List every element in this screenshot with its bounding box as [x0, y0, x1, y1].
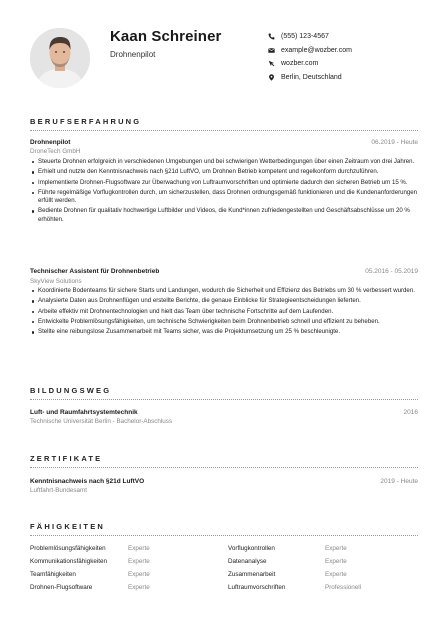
- list-item: Führte regelmäßige Vorflugkontrollen durch, um sicherzustellen, dass Drohnen ordnungsgemäß funktionieren und die Kundenanforderungen erfüllt werden.: [30, 189, 418, 205]
- skill-level: Experte: [325, 571, 347, 579]
- contact-list: [268, 30, 352, 84]
- skill-name: Zusammenarbeit: [228, 571, 276, 579]
- skill-level: Experte: [325, 558, 347, 566]
- certificate-entry-header: [30, 478, 418, 485]
- skill-name: Kommunikationsfähigkeiten: [30, 558, 108, 566]
- certificate-title: Kenntnisnachweis nach §21d LuftVO: [30, 478, 145, 485]
- education-date: 2016: [403, 409, 418, 416]
- experience-entry-2-header: [30, 268, 418, 275]
- section-divider: [30, 399, 418, 400]
- list-item: Arbeite effektiv mit Drohnentechnologien und hielt das Team über technische Fortschritte auf dem Laufenden.: [30, 308, 418, 316]
- skill-name: Drohnen-Flugsoftware: [30, 584, 93, 592]
- education-entry-header: [30, 409, 418, 416]
- job-title: Drohnenpilot: [110, 50, 156, 59]
- section-title-certificates: ZERTIFIKATE: [30, 454, 103, 463]
- experience-1-bullets: [30, 158, 418, 226]
- phone-text: (555) 123-4567: [281, 33, 329, 41]
- experience-date: 05.2016 - 05.2019: [365, 268, 418, 275]
- section-title-skills: FÄHIGKEITEN: [30, 522, 106, 531]
- contact-email[interactable]: [268, 44, 352, 58]
- experience-company: DroneTech GmbH: [30, 148, 81, 155]
- list-item: Koordinierte Bodenteams für sichere Starts und Landungen, wodurch die Sicherheit und Effizienz des Betriebs um 30 % verbessert wurden.: [30, 287, 418, 295]
- skill-level: Professionell: [325, 584, 362, 592]
- mail-icon: [268, 47, 275, 54]
- education-title: Luft- und Raumfahrtsystemtechnik: [30, 409, 138, 416]
- education-institution: Technische Universität Berlin - Bachelor-Abschluss: [30, 418, 173, 425]
- section-divider: [30, 535, 418, 536]
- skills-grid: [30, 545, 418, 597]
- contact-website[interactable]: [268, 57, 352, 71]
- skill-name: Problemlösungsfähigkeiten: [30, 545, 106, 552]
- certificate-date: 2019 - Heute: [380, 478, 418, 485]
- experience-2-bullets: [30, 287, 418, 338]
- section-title-experience: BERUFSERFAHRUNG: [30, 117, 142, 126]
- section-title-education: BILDUNGSWEG: [30, 386, 112, 395]
- candidate-name: Kaan Schreiner: [110, 28, 222, 45]
- skill-level: Experte: [128, 584, 150, 592]
- skill-level: Experte: [128, 545, 150, 552]
- list-item: Implementierte Drohnen-Flugsoftware zur Überwachung von Luftraumvorschriften und optimierte dadurch den sicheren Betrieb um 15 %.: [30, 179, 418, 187]
- experience-title: Drohnenpilot: [30, 139, 71, 146]
- list-item: Stellte eine reibungslose Zusammenarbeit mit Teams sicher, was die Projektumsetzung um 25 % beschleunigte.: [30, 328, 418, 336]
- list-item: Entwickelte Problemlösungsfähigkeiten, um technische Schwierigkeiten beim Drohnenbetrieb schnell und effizient zu beheben.: [30, 318, 418, 326]
- avatar: [30, 28, 90, 88]
- contact-phone[interactable]: [268, 30, 352, 44]
- location-pin-icon: [268, 74, 275, 81]
- experience-entry-1-header: [30, 139, 418, 146]
- experience-title: Technischer Assistent für Drohnenbetrieb: [30, 268, 160, 275]
- link-icon: [268, 60, 275, 67]
- profile-photo: [30, 28, 90, 88]
- list-item: Steuerte Drohnen erfolgreich in verschiedenen Umgebungen und bei schwierigen Wetterbedingungen über einen Zeitraum von drei Jahren.: [30, 158, 418, 166]
- email-text: example@wozber.com: [281, 46, 352, 54]
- skill-name: Vorflugkontrollen: [228, 545, 275, 552]
- skill-level: Experte: [128, 571, 150, 579]
- contact-location: [268, 71, 352, 85]
- list-item: Erhielt und nutzte den Kenntnisnachweis nach §21d LuftVO, um Drohnen Betrieb kompetent und regelkonform durchzuführen.: [30, 168, 418, 176]
- location-text: Berlin, Deutschland: [281, 73, 342, 81]
- skill-level: Experte: [325, 545, 347, 552]
- list-item: Bediente Drohnen für qualitativ hochwertige Luftbilder und Videos, die Kund*innen zufriedengestellten und Geschäftsabschlüsse um 20 % erhöhten.: [30, 207, 418, 223]
- skill-name: Luftraumvorschriften: [228, 584, 286, 592]
- list-item: Analysierte Daten aus Drohnenflügen und erstellte Berichte, die genaue Einblicke für Strategieentscheidungen lieferten.: [30, 297, 418, 305]
- section-divider: [30, 130, 418, 131]
- phone-icon: [268, 33, 275, 40]
- website-text: wozber.com: [281, 60, 319, 68]
- experience-company: SkyView Solutions: [30, 278, 82, 285]
- skill-name: Teamfähigkeiten: [30, 571, 76, 579]
- certificate-issuer: Luftfahrt-Bundesamt: [30, 487, 88, 494]
- skill-name: Datenanalyse: [228, 558, 267, 566]
- section-divider: [30, 467, 418, 468]
- skill-level: Experte: [128, 558, 150, 566]
- experience-date: 06.2019 - Heute: [371, 139, 418, 146]
